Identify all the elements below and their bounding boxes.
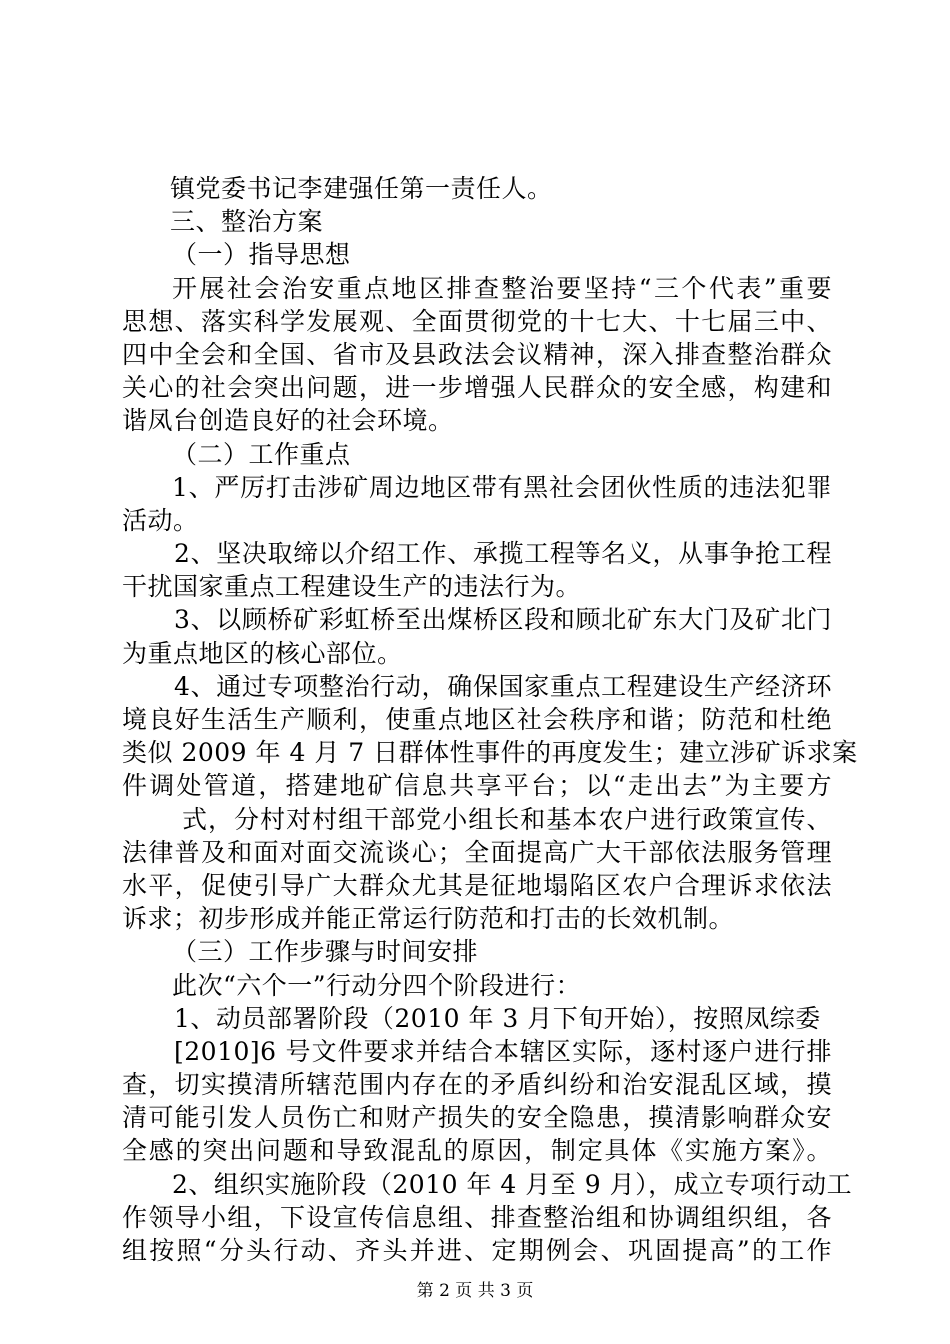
text-line: 式，分村对村组干部党小组长和基本农户进行政策宣传、 xyxy=(182,804,832,834)
text-line: 查，切实摸清所辖范围内存在的矛盾纠纷和治安混乱区域，摸 xyxy=(122,1070,832,1100)
text-line: 类似 2009 年 4 月 7 日群体性事件的再度发生；建立涉矿诉求案 xyxy=(122,738,858,768)
text-line: 4、通过专项整治行动，确保国家重点工程建设生产经济环 xyxy=(174,671,832,701)
text-line: 2、坚决取缔以介绍工作、承揽工程等名义，从事争抢工程 xyxy=(174,539,832,569)
text-line: 谐凤台创造良好的社会环境。 xyxy=(122,406,454,436)
text-line: 思想、落实科学发展观、全面贯彻党的十七大、十七届三中、 xyxy=(122,306,832,336)
text-line: 活动。 xyxy=(122,505,199,535)
text-line: 此次“六个一”行动分四个阶段进行： xyxy=(172,970,582,1000)
text-line: 关心的社会突出问题，进一步增强人民群众的安全感，构建和 xyxy=(122,373,832,403)
text-line: 组按照“分头行动、齐头并进、定期例会、巩固提高”的工作 xyxy=(122,1236,832,1265)
text-line: 法律普及和面对面交流谈心；全面提高广大干部依法服务管理 xyxy=(122,837,832,867)
text-line: （一）指导思想 xyxy=(172,240,351,270)
text-line: 1、严厉打击涉矿周边地区带有黑社会团伙性质的违法犯罪 xyxy=(172,472,832,502)
text-line: 全感的突出问题和导致混乱的原因，制定具体《实施方案》。 xyxy=(122,1136,832,1166)
text-line: 三、整治方案 xyxy=(170,207,324,237)
text-line: 干扰国家重点工程建设生产的违法行为。 xyxy=(122,572,582,602)
text-line: 件调处管道，搭建地矿信息共享平台；以“走出去”为主要方 xyxy=(122,771,832,801)
text-line: 清可能引发人员伤亡和财产损失的安全隐患，摸清影响群众安 xyxy=(122,1103,832,1133)
text-line: 1、动员部署阶段（2010 年 3 月下旬开始），按照凤综委 xyxy=(174,1003,821,1033)
text-line: 镇党委书记李建强任第一责任人。 xyxy=(170,174,553,203)
text-line: 2、组织实施阶段（2010 年 4 月至 9 月），成立专项行动工 xyxy=(172,1169,853,1199)
page-footer: 第 2 页 共 3 页 xyxy=(416,1281,534,1301)
text-line: 诉求；初步形成并能正常运行防范和打击的长效机制。 xyxy=(122,904,735,934)
text-line: 作领导小组，下设宣传信息组、排查整治组和协调组织组，各 xyxy=(122,1202,832,1232)
text-line: 为重点地区的核心部位。 xyxy=(122,638,403,668)
text-line: （二）工作重点 xyxy=(172,439,351,469)
text-line: 境良好生活生产顺利，使重点地区社会秩序和谐；防范和杜绝 xyxy=(122,705,832,734)
document-body xyxy=(122,172,858,1267)
text-line: 3、以顾桥矿彩虹桥至出煤桥区段和顾北矿东大门及矿北门 xyxy=(174,605,832,635)
text-line: 四中全会和全国、省市及县政法会议精神，深入排查整治群众 xyxy=(122,339,832,369)
text-line: [2010]6 号文件要求并结合本辖区实际，逐村逐户进行排 xyxy=(174,1036,832,1066)
text-line: （三）工作步骤与时间安排 xyxy=(172,937,479,967)
text-line: 水平，促使引导广大群众尤其是征地塌陷区农户合理诉求依法 xyxy=(122,870,832,900)
text-line: 开展社会治安重点地区排查整治要坚持“三个代表”重要 xyxy=(172,273,832,303)
